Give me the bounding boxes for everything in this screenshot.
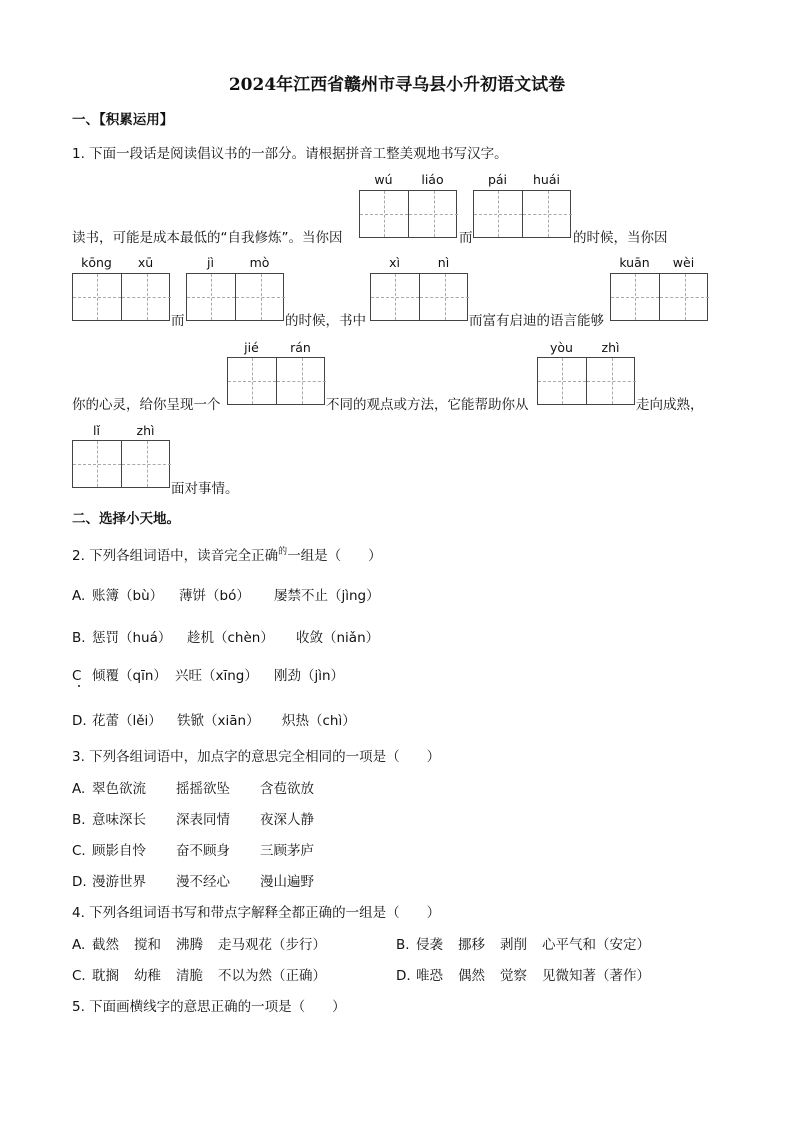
pinyin-ji: jì <box>207 255 214 270</box>
writing-box-youzhi[interactable] <box>537 357 635 405</box>
question-4-stem: 4. 下列各组词语书写和带点字解释全都正确的一组是（ ） <box>72 905 441 921</box>
pinyin-jie: jié <box>244 340 259 355</box>
option-word: 唯恐 <box>416 968 443 984</box>
option-word: 夜深人静 <box>260 812 314 828</box>
question-1-prompt: 1. 下面一段话是阅读倡议书的一部分。请根据拼音工整美观地书写汉字。 <box>72 146 508 162</box>
q3-option-a[interactable] <box>72 777 314 797</box>
writing-box-jieran[interactable] <box>227 357 325 405</box>
passage-line1-pre: 读书，可能是成本最低的“自我修炼”。当你因 <box>72 230 343 246</box>
pinyin-you: yòu <box>550 340 573 355</box>
pinyin-kong: kōng <box>81 255 112 270</box>
option-word: 惩罚（huá） <box>92 630 172 646</box>
option-word: 花蕾（lěi） <box>92 713 162 729</box>
option-word: 兴旺（xīng） <box>175 668 258 684</box>
option-label: C. <box>72 843 86 859</box>
writing-box-jimo[interactable] <box>186 273 284 321</box>
pinyin-pai: pái <box>487 172 508 187</box>
q2-option-a[interactable] <box>72 584 380 604</box>
section-heading-1: 一、【积累运用】 <box>72 112 174 128</box>
pinyin-zhi2: zhì <box>136 423 155 438</box>
option-label: D. <box>396 968 411 984</box>
question-3-stem: 3. 下列各组词语中，加点字的意思完全相同的一项是（ ） <box>72 749 441 765</box>
writing-box-lizhi[interactable] <box>72 440 170 488</box>
writing-box-paihuai[interactable] <box>473 190 571 238</box>
section-heading-2: 二、选择小天地。 <box>72 511 180 527</box>
pinyin-ran: rán <box>290 340 311 355</box>
passage-line2-t2: 的时候，书中 <box>285 313 366 329</box>
option-word: 沸腾 <box>176 937 203 953</box>
question-2-stem-a: 2. 下列各组词语中，读音完全正确 <box>72 548 279 564</box>
option-word: 账簿（bù） <box>92 588 164 604</box>
option-word: 顾影自怜 <box>92 843 146 859</box>
pinyin-xi: xì <box>389 255 400 270</box>
option-word: 耽搁 <box>92 968 119 984</box>
option-word: 走马观花（步行） <box>218 937 326 953</box>
option-word: 心平气和（安定） <box>542 937 650 953</box>
option-label: A. <box>72 781 86 797</box>
pinyin-kuan: kuān <box>619 255 650 270</box>
passage-line2-t1: 而 <box>171 313 185 329</box>
passage-line3-post: 走向成熟， <box>636 397 704 413</box>
option-word: 薄饼（bó） <box>179 588 250 604</box>
pinyin-mo: mò <box>249 255 270 270</box>
option-word: 觉察 <box>500 968 527 984</box>
option-word: 铁锨（xiān） <box>177 713 260 729</box>
question-2-stem-de: 的 <box>278 547 288 557</box>
q4-option-c[interactable] <box>72 964 326 984</box>
question-5-stem: 5. 下面画横线字的意思正确的一项是（ ） <box>72 999 346 1015</box>
option-label: B. <box>72 812 86 828</box>
question-2-stem <box>72 544 382 564</box>
pinyin-huai: huái <box>533 172 560 187</box>
option-word: 奋不顾身 <box>176 843 230 859</box>
option-word: 刚劲（jìn） <box>274 668 345 684</box>
option-word: 偶然 <box>458 968 485 984</box>
option-word: 翠色欲流 <box>92 781 146 797</box>
page-title: 2024年江西省赣州市寻乌县小升初语文试卷 <box>228 75 566 95</box>
option-word: 挪移 <box>458 937 485 953</box>
option-word: 收敛（niǎn） <box>296 630 380 646</box>
option-label: C. <box>72 968 86 984</box>
question-2-stem-b: 一组是（ ） <box>287 548 382 564</box>
q3-option-c[interactable] <box>72 839 314 859</box>
passage-line4-post: 面对事情。 <box>171 481 239 497</box>
option-word: 清脆 <box>176 968 203 984</box>
option-word: 漫不经心 <box>176 874 230 890</box>
writing-box-xini[interactable] <box>370 273 468 321</box>
option-word: 见微知著（著作） <box>542 968 650 984</box>
writing-box-kongxu[interactable] <box>72 273 170 321</box>
pinyin-wu: wú <box>374 172 393 187</box>
q4-option-d[interactable] <box>396 964 650 984</box>
option-label: C <box>72 668 82 684</box>
option-c-dot <box>78 685 80 687</box>
q2-option-c[interactable] <box>72 664 344 684</box>
q3-option-d[interactable] <box>72 870 314 890</box>
q4-option-a[interactable] <box>72 933 326 953</box>
option-word: 侵袭 <box>416 937 443 953</box>
option-word: 不以为然（正确） <box>218 968 326 984</box>
q2-option-b[interactable] <box>72 626 379 646</box>
q2-option-d[interactable] <box>72 709 356 729</box>
option-word: 幼稚 <box>134 968 161 984</box>
pinyin-xu: xū <box>137 255 154 270</box>
option-word: 含苞欲放 <box>260 781 314 797</box>
option-word: 炽热（chì） <box>282 713 356 729</box>
option-word: 倾覆（qīn） <box>92 668 167 684</box>
passage-line2-t3: 而富有启迪的语言能够 <box>469 313 604 329</box>
option-word: 三顾茅庐 <box>260 843 314 859</box>
pinyin-zhi: zhì <box>601 340 620 355</box>
option-word: 搅和 <box>134 937 161 953</box>
option-word: 漫山遍野 <box>260 874 314 890</box>
writing-box-kuanwei[interactable] <box>610 273 708 321</box>
pinyin-li: lǐ <box>93 423 100 438</box>
option-label: B. <box>72 630 86 646</box>
option-word: 屡禁不止（jìng） <box>274 588 380 604</box>
option-word: 摇摇欲坠 <box>176 781 230 797</box>
passage-line3-pre: 你的心灵，给你呈现一个 <box>72 397 221 413</box>
option-word: 漫游世界 <box>92 874 146 890</box>
option-word: 剥削 <box>500 937 527 953</box>
option-word: 趁机（chèn） <box>187 630 274 646</box>
passage-line3-mid: 不同的观点或方法，它能帮助你从 <box>326 397 529 413</box>
pinyin-wei: wèi <box>672 255 695 270</box>
pinyin-ni: nì <box>437 255 450 270</box>
option-label: A. <box>72 588 86 604</box>
option-label: D. <box>72 713 87 729</box>
option-word: 深表同情 <box>176 812 230 828</box>
option-word: 截然 <box>92 937 119 953</box>
option-label: D. <box>72 874 87 890</box>
q4-option-b[interactable] <box>396 933 650 953</box>
pinyin-liao: liáo <box>421 172 444 187</box>
writing-box-wuliao[interactable] <box>359 190 457 238</box>
q3-option-b[interactable] <box>72 808 314 828</box>
passage-line1-post: 的时候，当你因 <box>573 230 668 246</box>
option-label: B. <box>396 937 410 953</box>
option-word: 意味深长 <box>92 812 146 828</box>
option-label: A. <box>72 937 86 953</box>
passage-line1-mid: 而 <box>459 230 473 246</box>
